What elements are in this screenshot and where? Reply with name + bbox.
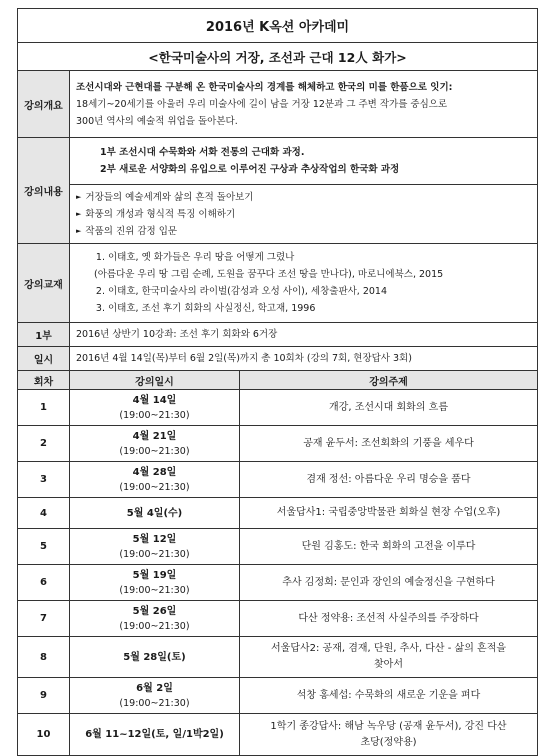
session-time: (19:00~21:30) [119, 584, 190, 596]
content-part-2: 2부 새로운 서양화의 유입으로 이루어진 구상과 추상작업의 한국화 과정 [100, 164, 400, 175]
overview-line-2: 18세기~20세기를 아울러 우리 미술사에 길이 남을 거장 12분과 그 주변 작가를 중심으로 [76, 98, 448, 110]
materials-label: 강의교재 [18, 244, 70, 323]
session-topic-line-2: 초당(정약용) [360, 736, 417, 748]
session-date: 5월 4일(수) [126, 507, 183, 519]
session-topic-line-1: 석창 홍세섭: 수묵화의 새로운 기운을 펴다 [296, 689, 481, 701]
content-bullet-1: ► 거장들의 예술세계와 삶의 흔적 돌아보기 [76, 189, 531, 206]
session-time: (19:00~21:30) [119, 481, 190, 493]
session-topic-line-1: 서울답사2: 공재, 겸재, 단원, 추사, 다산 - 삶의 흔적을 [271, 643, 507, 654]
session-date: 5월 19일 [132, 569, 177, 581]
info-table [17, 8, 538, 756]
session-topic-line-1: 개강, 조선시대 회화의 흐름 [329, 401, 448, 413]
content-part-1: 1부 조선시대 수묵화와 서화 전통의 근대화 과정. [100, 147, 305, 158]
session-topic-line-1: 서울답사1: 국립중앙박물관 회화실 현장 수업(오후) [276, 507, 501, 518]
session-date-cell [70, 529, 240, 565]
session-topic [240, 678, 538, 714]
overview-text [70, 71, 538, 138]
table-row [18, 601, 538, 637]
session-date: 6월 11~12일(토, 일/1박2일) [85, 729, 224, 740]
session-date: 4월 14일 [132, 394, 177, 406]
content-bullet-2: ► 화풍의 개성과 형식적 특징 이해하기 [76, 206, 531, 223]
header-date: 강의일시 [70, 371, 240, 390]
document-subtitle: <한국미술사의 거장, 조선과 근대 12人 화가> [18, 43, 538, 71]
document-title: 2016년 K옥션 아카데미 [18, 9, 538, 43]
session-time: (19:00~21:30) [119, 548, 190, 560]
session-topic-line-1: 1학기 종강답사: 해남 녹우당 (공재 윤두서), 강진 다산 [270, 720, 507, 732]
content-bullet-3: ► 작품의 진위 감정 입문 [76, 223, 531, 240]
book-1-subtitle: (아름다운 우리 땅 그림 순례, 도원을 꿈꾸다 조선 땅을 만나다), 마로니에북스, 2015 [94, 269, 444, 280]
session-topic [240, 714, 538, 756]
session-date-cell [70, 426, 240, 462]
document-page [17, 8, 537, 756]
session-date-cell [70, 714, 240, 756]
overview-line-1: 조선시대와 근현대를 구분해 온 한국미술사의 경계를 해체하고 한국의 미를 한품으로 잇기: [76, 81, 453, 93]
table-row [18, 498, 538, 529]
overview-line-3: 300년 역사의 예술적 위업을 돌아본다. [76, 115, 238, 127]
session-topic-line-2: 찾아서 [374, 659, 403, 670]
session-date: 5월 28일(토) [123, 651, 186, 663]
session-topic [240, 390, 538, 426]
session-number: 1 [18, 390, 70, 426]
session-topic [240, 462, 538, 498]
session-date: 4월 28일 [132, 466, 177, 478]
session-topic-line-1: 겸재 정선: 아름다운 우리 명승을 품다 [306, 473, 471, 485]
part-value: 2016년 상반기 10강좌: 조선 후기 회화와 6거장 [70, 323, 538, 347]
content-bullets [70, 185, 538, 244]
session-topic-line-1: 단원 김홍도: 한국 회화의 고전을 이루다 [301, 540, 476, 552]
session-time: (19:00~21:30) [119, 697, 190, 709]
book-3: 3. 이태호, 조선 후기 회화의 사실정신, 학고재, 1996 [108, 300, 531, 317]
book-1 [94, 249, 531, 283]
session-number: 5 [18, 529, 70, 565]
session-topic [240, 529, 538, 565]
session-time: (19:00~21:30) [119, 409, 190, 421]
session-date-cell [70, 565, 240, 601]
session-topic [240, 498, 538, 529]
header-session-no: 회차 [18, 371, 70, 390]
session-topic [240, 637, 538, 678]
schedule-label: 일시 [18, 347, 70, 371]
table-row [18, 565, 538, 601]
session-number: 9 [18, 678, 70, 714]
session-number: 2 [18, 426, 70, 462]
session-topic [240, 565, 538, 601]
table-row [18, 637, 538, 678]
session-number: 8 [18, 637, 70, 678]
table-row [18, 529, 538, 565]
session-topic-line-1: 추사 김정희: 문인과 장인의 예술정신을 구현하다 [282, 576, 495, 588]
book-2: 2. 이태호, 한국미술사의 라이벌(감성과 오성 사이), 세창출판사, 2014 [108, 283, 531, 300]
part-label: 1부 [18, 323, 70, 347]
content-label: 강의내용 [18, 138, 70, 244]
schedule-value: 2016년 4월 14일(목)부터 6월 2일(목)까지 총 10회차 (강의 7회, 현장답사 3회) [70, 347, 538, 371]
session-number: 3 [18, 462, 70, 498]
session-topic-line-1: 공재 윤두서: 조선회화의 기풍을 세우다 [303, 437, 474, 449]
table-row [18, 426, 538, 462]
session-date: 4월 21일 [132, 430, 177, 442]
session-number: 4 [18, 498, 70, 529]
table-row [18, 714, 538, 756]
session-number: 6 [18, 565, 70, 601]
session-date-cell [70, 678, 240, 714]
session-date: 5월 26일 [132, 605, 177, 617]
session-date-cell [70, 637, 240, 678]
materials-list [70, 244, 538, 323]
session-date-cell [70, 462, 240, 498]
table-row [18, 678, 538, 714]
session-time: (19:00~21:30) [119, 620, 190, 632]
session-date-cell [70, 390, 240, 426]
session-date: 5월 12일 [132, 533, 177, 545]
session-date-cell [70, 498, 240, 529]
session-number: 10 [18, 714, 70, 756]
book-1-title: 이태호, 옛 화가들은 우리 땅을 어떻게 그렸나 [108, 252, 295, 263]
session-time: (19:00~21:30) [119, 445, 190, 457]
overview-label: 강의개요 [18, 71, 70, 138]
sessions-body [18, 390, 538, 756]
session-topic-line-1: 다산 정약용: 조선적 사실주의를 주장하다 [298, 612, 479, 624]
table-row [18, 462, 538, 498]
session-date: 6월 2일 [136, 682, 173, 694]
session-date-cell [70, 601, 240, 637]
content-parts [70, 138, 538, 185]
session-topic [240, 426, 538, 462]
header-topic: 강의주제 [240, 371, 538, 390]
table-row [18, 390, 538, 426]
session-number: 7 [18, 601, 70, 637]
session-topic [240, 601, 538, 637]
